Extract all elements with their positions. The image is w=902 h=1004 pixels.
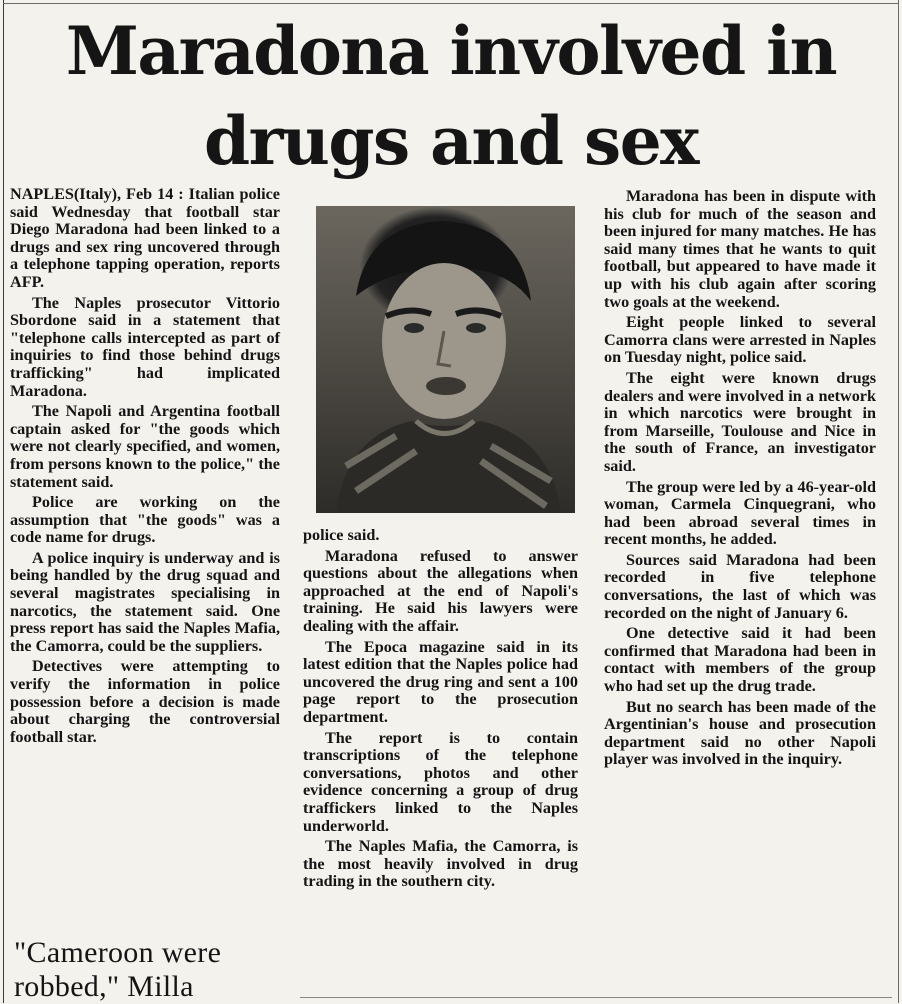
portrait-illustration: [316, 206, 575, 513]
paragraph: police said.: [303, 526, 380, 544]
article-column-3: [604, 188, 876, 772]
next-article-headline: [14, 936, 284, 1004]
article-column-2: [303, 527, 578, 894]
paragraph: Sources said Maradona had been recorded in five telephone conversations, the last of which was recorded on the night of January 6.: [604, 550, 876, 622]
paragraph: Maradona refused to answer questions about the allegations when approached at the end of Napoli's training. He said his lawyers were dealing with the affair.: [303, 546, 578, 635]
headline: [10, 6, 892, 186]
article-column-1: [10, 186, 280, 749]
headline-line-2: drugs and sex: [203, 102, 699, 180]
maradona-photo: [316, 206, 575, 513]
paragraph: The report is to contain transcriptions of the telephone conversations, photos and other evidence concerning a group of drug traffickers linked to the Naples underworld.: [303, 728, 578, 835]
clipping-edge-top: [3, 3, 899, 4]
paragraph: NAPLES(Italy), Feb 14 : Italian police said Wednesday that football star Diego Maradona had been linked to a drugs and sex ring uncovered through a telephone tapping operation, reports AFP.: [10, 185, 280, 291]
paragraph: The Napoli and Argentina football captain asked for "the goods which were not clearly specified, and women, from persons known to the police," the statement said.: [10, 402, 280, 491]
paragraph: The Naples Mafia, the Camorra, is the most heavily involved in drug trading in the southern city.: [303, 837, 578, 891]
paragraph: Maradona has been in dispute with his club for much of the season and been injured for many matches. He has said many times that he wants to quit football, but appeared to have made it up with his club again after scoring two goals at the weekend.: [604, 187, 876, 311]
column-rule: [300, 997, 892, 998]
subhead-line-2: robbed," Milla: [14, 970, 194, 1003]
paragraph: But no search has been made of the Argentinian's house and prosecution department said no other Napoli player was involved in the inquiry.: [604, 697, 876, 769]
paragraph: A police inquiry is underway and is being handled by the drug squad and several magistrates specialising in narcotics, the statement said. One press report has said the Naples Mafia, the Camorra, could be the suppliers.: [10, 548, 280, 655]
paragraph: Eight people linked to several Camorra clans were arrested in Naples on Tuesday night, police said.: [604, 313, 876, 367]
clipping-edge-left: [3, 0, 4, 1003]
paragraph: The group were led by a 46-year-old woman, Carmela Cinquegrani, who had been abroad several times in recent months, he added.: [604, 477, 876, 549]
subhead-line-1: "Cameroon were: [14, 936, 222, 969]
paragraph: Detectives were attempting to verify the information in police possession before a decision is made about charging the controversial football star.: [10, 657, 280, 746]
paragraph: One detective said it had been confirmed that Maradona had been in contact with members of the group who had set up the drug trade.: [604, 624, 876, 696]
clipping-edge-right: [898, 0, 899, 1003]
paragraph: The Naples prosecutor Vittorio Sbordone said in a statement that "telephone calls intercepted as part of inquiries to find those behind drugs trafficking" had implicated Maradona.: [10, 293, 280, 400]
paragraph: Police are working on the assumption that "the goods" was a code name for drugs.: [10, 493, 280, 547]
paragraph: The Epoca magazine said in its latest edition that the Naples police had uncovered the drug ring and sent a 100 page report to the prosecution department.: [303, 637, 578, 726]
paragraph: The eight were known drugs dealers and were involved in a network in which narcotics were brought in from Marseille, Toulouse and Nice in the south of France, an investigator said.: [604, 368, 876, 475]
headline-line-1: Maradona involved in: [65, 12, 837, 90]
